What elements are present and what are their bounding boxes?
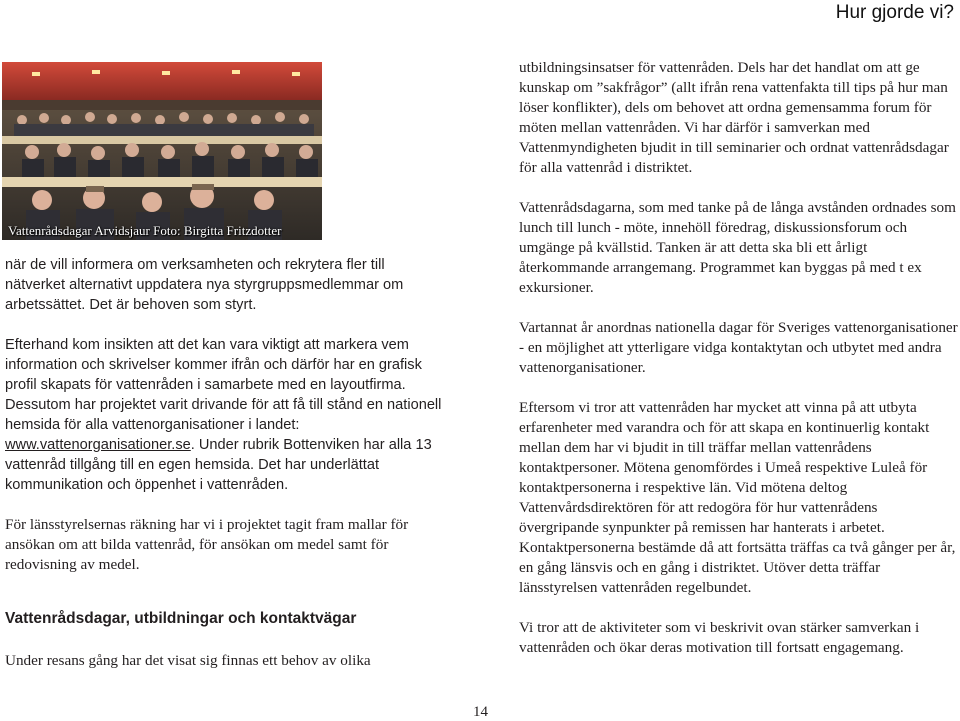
left-paragraph-3-text-end: . Under rubrik Bottenviken har alla 13 vattenråd tillgång till en egen hemsida. Det har underlättat kommunikation och öppenhet i vattenråden. — [5, 437, 432, 493]
right-paragraph-2: Vattenrådsdagarna, som med tanke på de långa avstånden ordnades som lunch till lunch - möte, innehöll föredrag, diskussionsforum och umgänge på kvällstid. Tanken är att detta ska bli ett årligt återkommande arrangemang. Programmet kan byggas på med t ex exkursioner. — [519, 199, 956, 296]
left-paragraph-2: Efterhand kom insikten att det kan vara viktigt att markera vem information och skrivelser kommer ifrån och därför har en grafisk profil skapats för vattenråden i samarbete med en layoutfirma. — [5, 337, 422, 393]
right-paragraph-4: Eftersom vi tror att vattenråden har mycket att vinna på att utbyta erfarenheter med varandra och för att skapa en kontinuerlig kontakt mellan dem har vi bjudit in till träffar mellan vattenrådens kontaktpersoner. Mötena genomfördes i Umeå respektive Luleå för kontaktpersonerna i respektive län. Vid mötena deltog Vattenvårdsdirektören för att redogöra för hur vattenrådens övergripande synpunkter på remissen har hanterats i arbetet. Kontaktpersonerna bestämde då att fortsätta träffas ca två gånger per år, en gång länsvis och en gång i distriktet. Utöver detta träffar länsstyrelsen vattenråden regelbundet. — [519, 399, 956, 596]
section-intro: Under resans gång har det visat sig finnas ett behov av olika — [5, 652, 371, 669]
right-column — [519, 58, 959, 658]
photo-caption: Vattenrådsdagar Arvidsjaur Foto: Birgitta Fritzdotter — [8, 223, 282, 238]
left-paragraph-1: när de vill informera om verksamheten och rekrytera fler till nätverket alternativt uppdatera nya styrgruppsmedlemmar om arbetssättet. Det är behoven som styrt. — [5, 257, 404, 313]
right-paragraph-1: utbildningsinsatser för vattenråden. Dels har det handlat om att ge kunskap om ”sakfrågor” (allt ifrån rena vattenfakta till tips på hur man löser konflikter), dels om behovet att ordna gemensamma forum för möten mellan vattenråden. Vi har därför i samverkan med Vattenmyndigheten bjudit in till seminarier och ordnat vattenrådsdagar för alla vattenråd i distriktet. — [519, 59, 949, 176]
page-header-title: Hur gjorde vi? — [835, 2, 954, 23]
left-column — [5, 255, 445, 575]
vattenorganisationer-link[interactable]: www.vattenorganisationer.se — [5, 437, 191, 453]
section-heading: Vattenrådsdagar, utbildningar och kontaktvägar — [5, 610, 357, 627]
page-number: 14 — [473, 704, 488, 720]
right-paragraph-3: Vartannat år anordnas nationella dagar för Sveriges vattenorganisationer - en möjlighet att ytterligare vidga kontaktytan och utbytet med andra vattenorganisationer. — [519, 319, 958, 376]
conference-photo — [2, 62, 322, 240]
right-paragraph-5: Vi tror att de aktiviteter som vi beskrivit ovan stärker samverkan i vattenråden och ökar deras motivation till fortsatt engagemang. — [519, 619, 920, 656]
left-paragraph-3-text: Dessutom har projektet varit drivande för att få till stånd en nationell hemsida för alla vattenorganisationer i landet: — [5, 397, 442, 433]
conference-audience-image — [2, 62, 322, 240]
left-paragraph-3 — [5, 395, 445, 495]
left-paragraph-4: För länsstyrelsernas räkning har vi i projektet tagit fram mallar för ansökan om att bilda vattenråd, för ansökan om medel samt för redovisning av medel. — [5, 516, 409, 573]
